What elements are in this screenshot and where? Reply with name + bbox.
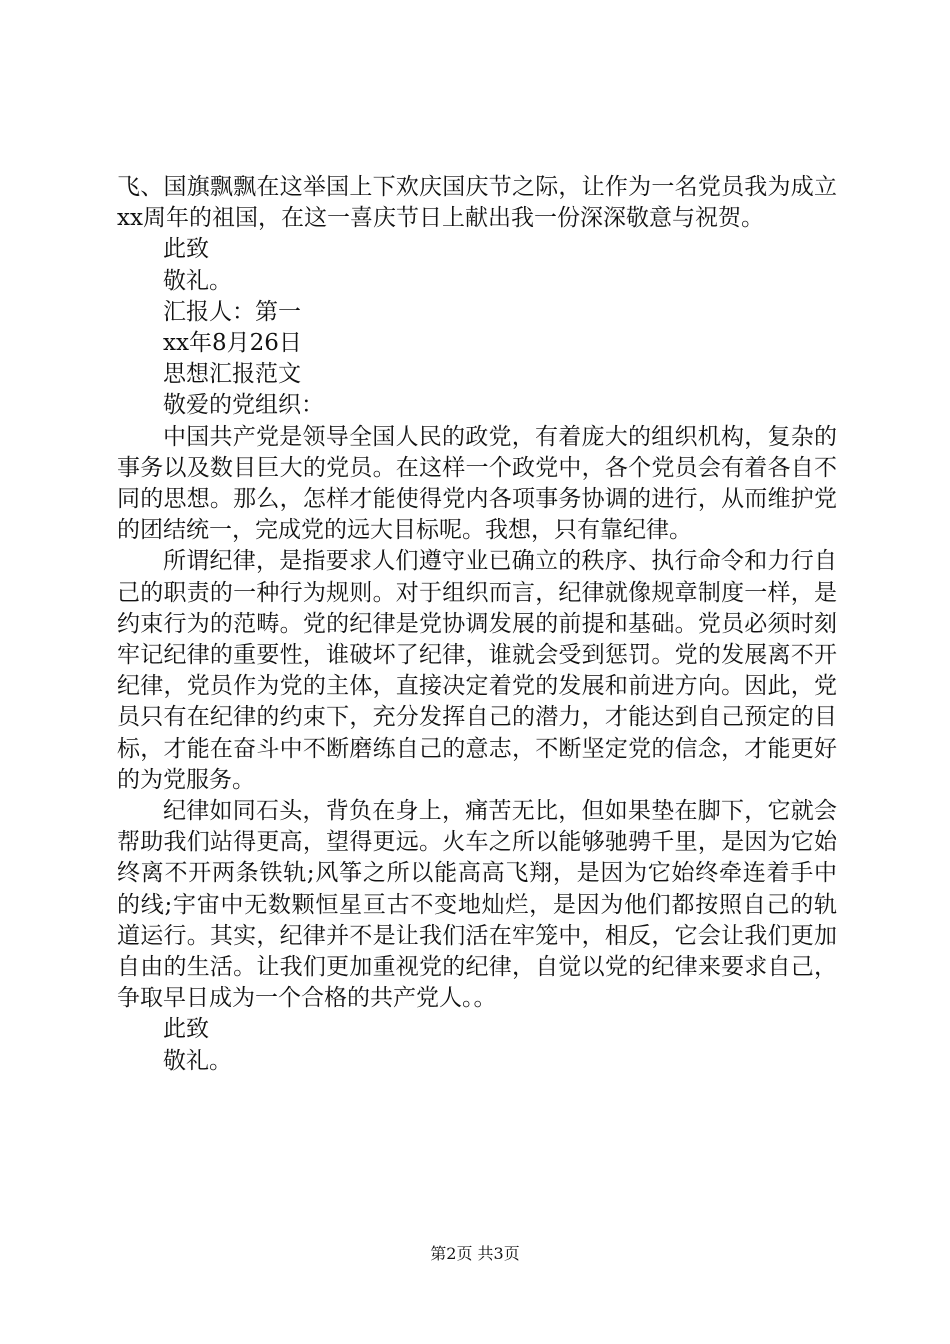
section-title: 思想汇报范文 <box>163 361 301 388</box>
body-paragraph: 纪律如同石头，背负在身上，痛苦无比，但如果垫在脚下，它就会帮助我们站得更高，望得更远。火车之所以能够驰骋千里，是因为它始终离不开两条铁轨;风筝之所以能高高飞翔，是因为它始终牵连着手中的线;宇宙中无数颗恒星亘古不变地灿烂，是因为他们都按照自己的轨道运行。其实，纪律并不是让我们活在牢笼中，相反，它会让我们更加自由的生活。让我们更加重视党的纪律，自觉以党的纪律来要求自己，争取早日成为一个合格的共产党人。。 <box>117 798 837 1012</box>
closing-salutation: 此致 <box>163 236 209 263</box>
closing-regards: 敬礼。 <box>163 267 232 294</box>
date-line: xx年8月26日 <box>163 330 302 357</box>
paragraph-continuation: 飞、国旗飘飘在这举国上下欢庆国庆节之际，让作为一名党员我为成立xx周年的祖国，在这一喜庆节日上献出我一份深深敬意与祝贺。 <box>117 174 837 232</box>
body-paragraph: 所谓纪律，是指要求人们遵守业已确立的秩序、执行命令和力行自己的职责的一种行为规则。对于组织而言，纪律就像规章制度一样，是约束行为的范畴。党的纪律是党协调发展的前提和基础。党员必须时刻牢记纪律的重要性，谁破坏了纪律，谁就会受到惩罚。党的发展离不开纪律，党员作为党的主体，直接决定着党的发展和前进方向。因此，党员只有在纪律的约束下，充分发挥自己的潜力，才能达到自己预定的目标，才能在奋斗中不断磨练自己的意志，不断坚定党的信念，才能更好的为党服务。 <box>117 548 837 793</box>
page-footer <box>0 1244 950 1264</box>
closing-salutation: 此致 <box>163 1016 209 1043</box>
reporter-line: 汇报人：第一 <box>163 298 301 325</box>
greeting-line: 敬爱的党组织： <box>163 392 324 419</box>
document-body <box>117 172 837 1077</box>
closing-regards: 敬礼。 <box>163 1047 232 1074</box>
body-paragraph: 中国共产党是领导全国人民的政党，有着庞大的组织机构，复杂的事务以及数目巨大的党员。在这样一个政党中，各个党员会有着各自不同的思想。那么，怎样才能使得党内各项事务协调的进行，从而维护党的团结统一，完成党的远大目标呢。我想，只有靠纪律。 <box>117 423 837 544</box>
page-number-label: 第2页 共3页 <box>430 1244 520 1263</box>
